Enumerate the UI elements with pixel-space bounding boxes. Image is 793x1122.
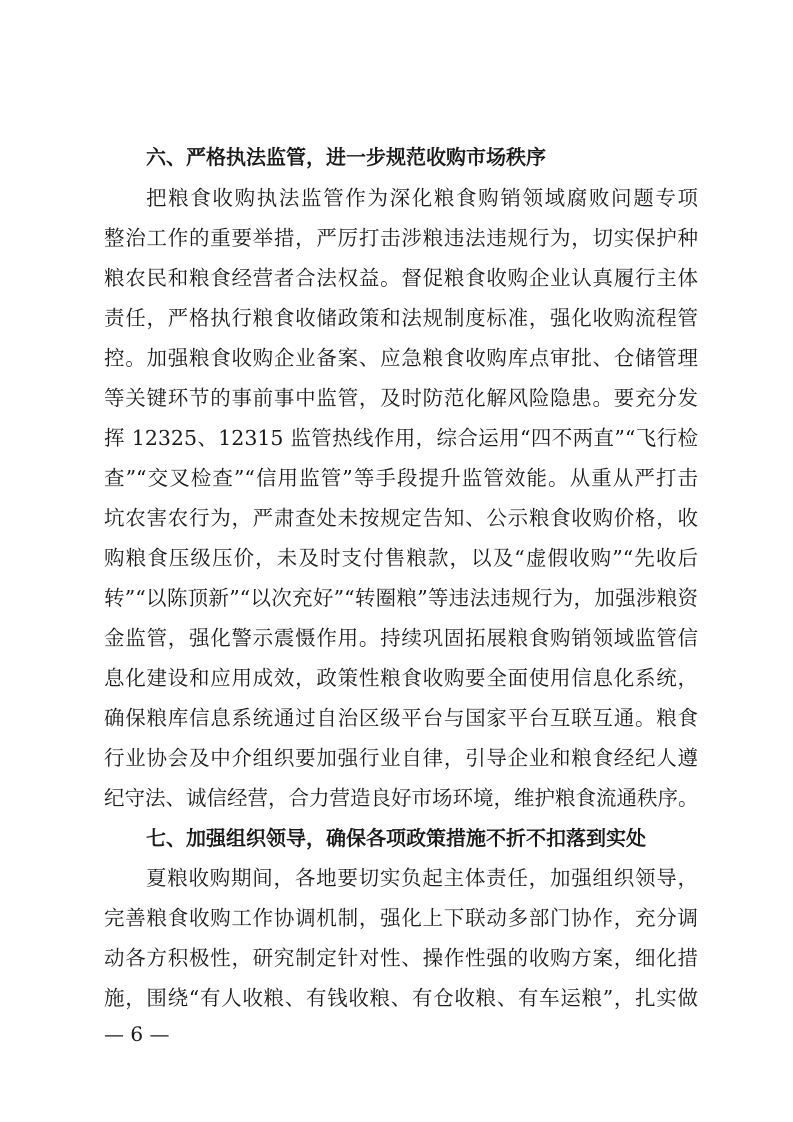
paragraph-line: 转”“以陈顶新”“以次充好”“转圈粮”等违法违规行为，加强涉粮资 [104, 586, 698, 610]
paragraph-line: 纪守法、诚信经营，合力营造良好市场环境，维护粮食流通秩序。 [104, 786, 699, 810]
paragraph-line: 等关键环节的事前事中监管，及时防范化解风险隐患。要充分发 [104, 386, 698, 410]
section-6-heading: 六、严格执法监管，进一步规范收购市场秩序 [146, 145, 546, 169]
paragraph-line: 坑农害农行为，严肃查处未按规定告知、公示粮食收购价格，收 [104, 506, 698, 530]
paragraph-line: 行业协会及中介组织要加强行业自律，引导企业和粮食经纪人遵 [104, 746, 698, 770]
paragraph-line: 整治工作的重要举措，严厉打击涉粮违法违规行为，切实保护种 [104, 226, 698, 250]
paragraph-line: 责任，严格执行粮食收储政策和法规制度标准，强化收购流程管 [104, 306, 698, 330]
paragraph-line: 完善粮食收购工作协调机制，强化上下联动多部门协作，充分调 [104, 906, 698, 930]
paragraph-line: 把粮食收购执法监管作为深化粮食购销领域腐败问题专项 [146, 186, 698, 210]
paragraph-line: 确保粮库信息系统通过自治区级平台与国家平台互联互通。粮食 [104, 706, 698, 730]
section-7-heading: 七、加强组织领导，确保各项政策措施不折不扣落到实处 [146, 826, 646, 850]
paragraph-line: 粮农民和粮食经营者合法权益。督促粮食收购企业认真履行主体 [104, 266, 698, 290]
paragraph-line: 动各方积极性，研究制定针对性、操作性强的收购方案，细化措 [104, 946, 698, 970]
page-number: — 6 — [104, 1022, 170, 1046]
paragraph-line: 控。加强粮食收购企业备案、应急粮食收购库点审批、仓储管理 [104, 346, 698, 370]
paragraph-line: 查”“交叉检查”“信用监管”等手段提升监管效能。从重从严打击 [104, 466, 698, 490]
paragraph-line: 息化建设和应用成效，政策性粮食收购要全面使用信息化系统， [104, 666, 698, 690]
paragraph-line: 购粮食压级压价，未及时支付售粮款，以及“虚假收购”“先收后 [104, 546, 698, 570]
paragraph-line: 挥 12325、12315 监管热线作用，综合运用“四不两直”“飞行检 [104, 426, 698, 450]
paragraph-line: 金监管，强化警示震慑作用。持续巩固拓展粮食购销领域监管信 [104, 626, 698, 650]
paragraph-line: 施，围绕“有人收粮、有钱收粮、有仓收粮、有车运粮”，扎实做 [104, 986, 698, 1010]
paragraph-line: 夏粮收购期间，各地要切实负起主体责任，加强组织领导， [146, 866, 698, 890]
